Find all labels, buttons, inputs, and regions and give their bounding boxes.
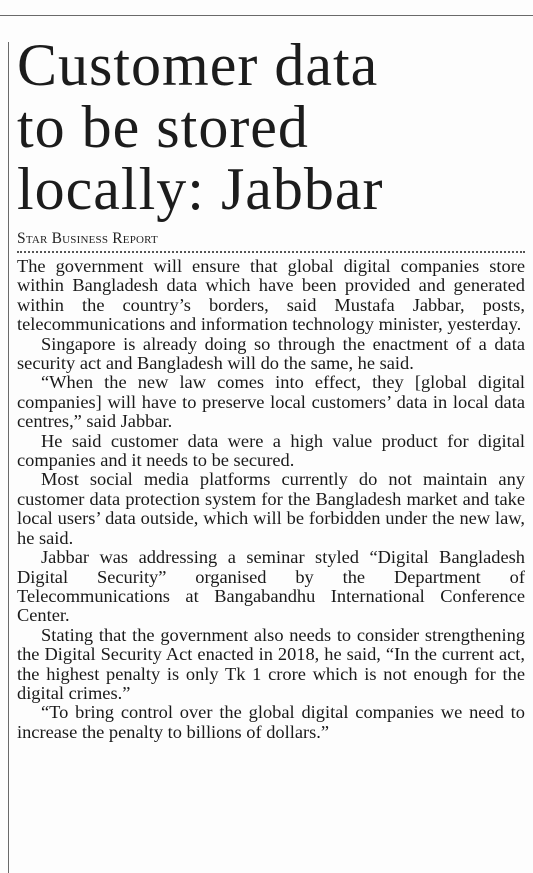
headline-line-2: to be stored xyxy=(17,94,309,160)
column-rule xyxy=(8,42,9,873)
paragraph-3: “When the new law comes into effect, they [global digital companies] will have to preserve local customers’ data in local data centres,” said Jabbar. xyxy=(17,372,525,432)
headline-line-3: locally: Jabbar xyxy=(17,156,384,222)
headline-line-1: Customer data xyxy=(17,32,379,98)
paragraph-7: Stating that the government also needs to consider strengthening the Digital Security Act enacted in 2018, he said, “In the current act, the highest penalty is only Tk 1 crore which is not enough for the digital crimes.” xyxy=(17,624,525,703)
article-body xyxy=(17,257,525,742)
headline xyxy=(17,34,525,220)
byline: Star Business Report xyxy=(17,230,158,247)
paragraph-4: He said customer data were a high value product for digital companies and it needs to be secured. xyxy=(17,430,525,471)
dotted-divider xyxy=(17,251,525,253)
paragraph-6: Jabbar was addressing a seminar styled “Digital Bangladesh Digital Security” organised by the Department of Telecommunications at Bangabandhu International Conference Center. xyxy=(17,547,525,626)
paragraph-2: Singapore is already doing so through the enactment of a data security act and Bangladesh will do the same, he said. xyxy=(17,333,525,374)
article xyxy=(17,34,525,742)
top-rule xyxy=(0,15,533,16)
paragraph-8: “To bring control over the global digital companies we need to increase the penalty to billions of dollars.” xyxy=(17,702,525,742)
paragraph-1: The government will ensure that global digital companies store within Bangladesh data which have been provided and generated within the country’s borders, said Mustafa Jabbar, posts, telecommunications and information technology minister, yesterday. xyxy=(17,256,525,335)
paragraph-5: Most social media platforms currently do not maintain any customer data protection system for the Bangladesh market and take local users’ data outside, which will be forbidden under the new law, he said. xyxy=(17,469,525,548)
